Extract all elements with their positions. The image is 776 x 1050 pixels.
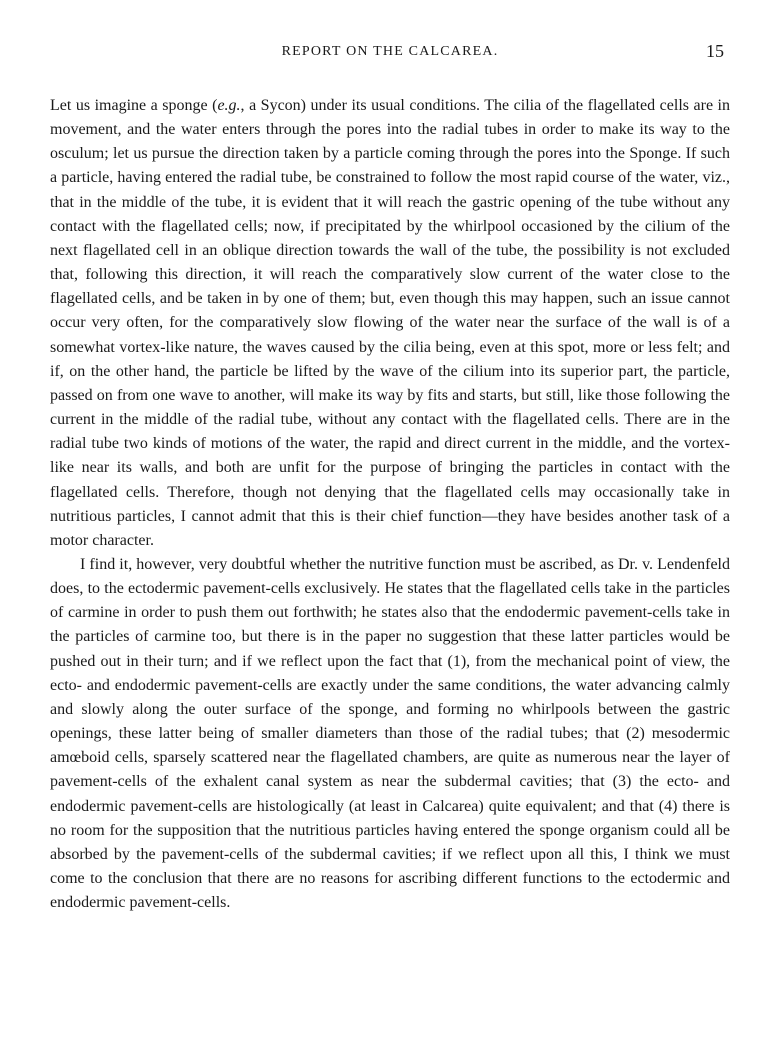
book-page: [50, 41, 731, 915]
running-head: [50, 41, 730, 74]
running-title: REPORT ON THE CALCAREA.: [281, 44, 499, 59]
paragraph-text: , a Sycon) under its usual conditions. The cilia of the flagellated cells are in movement, and the water enters through the pores into the radial tubes in order to make its way to the osculum; let us pursue the direction taken by a particle coming through the pores into the Sponge. If such a particle, having entered the radial tube, be constrained to follow the most rapid course of the water, viz., that in the middle of the tube, it is evident that it will reach the gastric opening of the tube without any contact with the flagellated cells; now, if precipitated by the whirlpool occasioned by the cilium of the next flagellated cell in an oblique direction towards the wall of the tube, the possibility is not excluded that, following this direction, it will reach the comparatively slow current of the water close to the flagellated cells, and be taken in by one of them; but, even though this may happen, such an issue cannot occur very often, for the comparatively slow flowing of the water near the surface of the wall is of a somewhat vortex-like nature, the waves caused by the cilia being, even at this spot, more or less felt; and if, on the other hand, the particle be lifted by the wave of the cilium into its superior part, the particle, passed on from one wave to another, will make its way by fits and starts, but still, like those following the current in the middle of the radial tube, without any contact with the flagellated cells. There are in the radial tube two kinds of motions of the water, the rapid and direct current in the middle, and the vortex-like near its walls, and both are unfit for the purpose of bringing the particles in contact with the flagellated cells. Therefore, though not denying that the flagellated cells may occasionally take in nutritious particles, I cannot admit that this is their chief function—they have besides another task of a motor character.: [50, 97, 731, 549]
page-number: 15: [706, 41, 724, 61]
paragraph-text: I find it, however, very doubtful whether the nutritive function must be ascribed, as Dr. v. Lendenfeld does, to the ectodermic pavement-cells exclusively. He states that the flagellated cells take in the particles of carmine in order to push them out forthwith; he states also that the endodermic pavement-cells take in the particles of carmine too, but there is in the paper no suggestion that these latter particles would be pushed out in their turn; and if we reflect upon the fact that (1), from the mechanical point of view, the ecto- and endodermic pavement-cells are exactly under the same conditions, the water advancing calmly and slowly along the outer surface of the sponge, and forming no whirlpools between the gastric openings, these latter being of smaller diameters than those of the radial tubes; that (2) mesodermic amœboid cells, sparsely scattered near the flagellated chambers, are quite as numerous near the layer of pavement-cells of the exhalent canal system as near the subdermal cavities; that (3) the ecto- and endodermic pavement-cells are histologically (at least in Calcarea) quite equivalent; and that (4) there is no room for the supposition that the nutritious particles having entered the sponge organism could all be absorbed by the pavement-cells of the subdermal cavities; if we reflect upon all this, I think we must come to the conclusion that there are no reasons for ascribing different functions to the ectodermic and endodermic pavement-cells.: [50, 555, 730, 912]
body-paragraph: [50, 94, 730, 553]
body-paragraph: [50, 553, 730, 915]
emphasis-text: e.g.: [217, 97, 241, 114]
paragraph-text: Let us imagine a sponge (: [50, 97, 218, 114]
